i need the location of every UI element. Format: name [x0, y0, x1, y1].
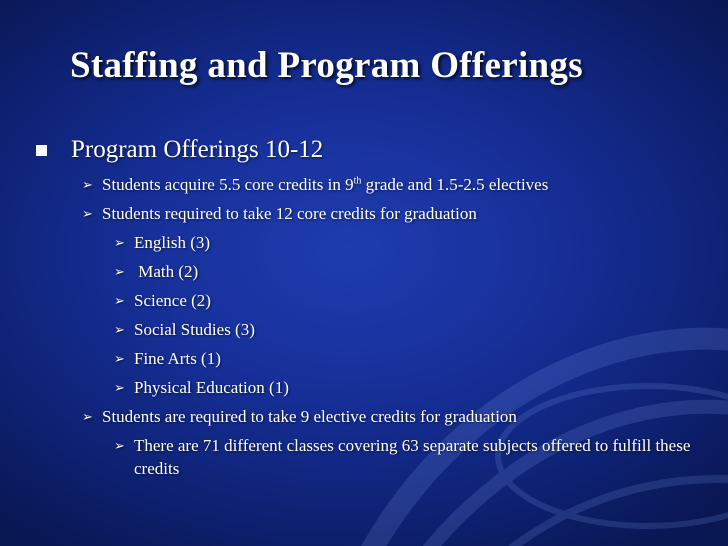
sub-bullet-text: Social Studies (3): [134, 320, 255, 339]
arrow-bullet-icon: ➢: [114, 438, 125, 453]
sub-bullet-text: Math (2): [134, 262, 199, 281]
sub-bullet-text: Fine Arts (1): [134, 349, 221, 368]
square-bullet-icon: [36, 145, 47, 156]
sub-bullet-text: English (3): [134, 233, 211, 252]
sub-bullet-text: Physical Education (1): [134, 378, 289, 397]
arrow-bullet-icon: ➢: [82, 206, 93, 221]
bullet-text: Students required to take 12 core credits for graduation: [102, 204, 477, 223]
arrow-bullet-icon: ➢: [114, 351, 125, 366]
bullet-text: Students are required to take 9 elective credits for graduation: [102, 407, 517, 426]
arrow-bullet-icon: ➢: [82, 177, 93, 192]
level0-bullet-text: Program Offerings 10-12: [71, 136, 324, 163]
arrow-bullet-icon: ➢: [114, 235, 125, 250]
slide-title: Staffing and Program Offerings: [70, 45, 583, 86]
arrow-bullet-icon: ➢: [114, 380, 125, 395]
background-swirl-decoration: [348, 256, 728, 546]
arrow-bullet-icon: ➢: [114, 322, 125, 337]
arrow-bullet-icon: ➢: [114, 264, 125, 279]
sub-bullet-text: Science (2): [134, 291, 211, 310]
bullet-text: Students acquire 5.5 core credits in 9: [102, 175, 354, 194]
sub-bullet-text: There are 71 different classes covering 63 separate subjects offered to fulfill these credits: [134, 436, 691, 478]
arrow-bullet-icon: ➢: [114, 293, 125, 308]
superscript-th: th: [353, 175, 362, 187]
arrow-bullet-icon: ➢: [82, 409, 93, 424]
bullet-text-cont: grade and 1.5-2.5 electives: [361, 175, 549, 194]
